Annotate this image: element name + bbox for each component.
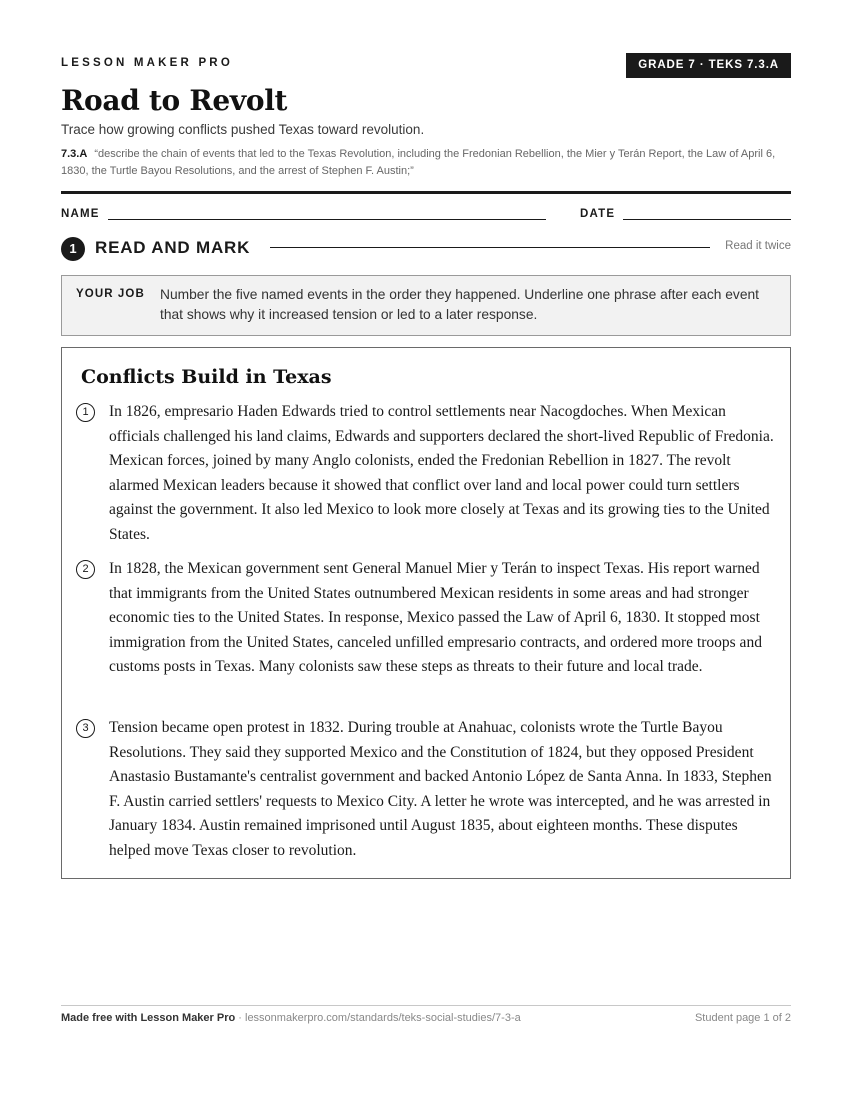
section-number-badge: 1 (61, 237, 85, 261)
worksheet-page (61, 0, 791, 1100)
date-field[interactable] (623, 219, 791, 220)
instructions-text: Number the five named events in the order they happened. Underline one phrase after each event that shows why it increased tension or led to a later response. (160, 287, 760, 322)
page-indicator: Student page 1 of 2 (694, 1012, 791, 1024)
standard-code: 7.3.A (61, 148, 88, 160)
name-field[interactable] (108, 219, 546, 220)
paragraph-number: 2 (76, 560, 95, 579)
section-divider (270, 247, 710, 248)
paragraph-text: In 1828, the Mexican government sent General Manuel Mier y Terán to inspect Texas. His report warned that immigrants from the United States outnumbered Mexican residents in some areas and had stronger economic ties to the United States. In response, Mexico passed the Law of April 6, 1830. It stopped most immigration from the United States, canceled unfilled empresario contracts, and ordered more troops and customs posts in Texas. Many colonists saw these steps as threats to their future and local trade. (109, 560, 762, 675)
instructions-label: YOUR JOB (76, 288, 145, 300)
reading-title: Conflicts Build in Texas (81, 366, 332, 388)
standard-text: “describe the chain of events that led to the Texas Revolution, including the Fredonian Rebellion, the Mier y Terán Report, the Law of April 6, 1830, the Turtle Bayou Resolutions, and the arrest of Stephen F. Austin;” (61, 148, 776, 177)
footer-url[interactable]: · lessonmakerpro.com/standards/teks-social-studies/7-3-a (235, 1012, 521, 1024)
page-title: Road to Revolt (61, 84, 288, 117)
section-note: Read it twice (725, 240, 791, 252)
footer-credit (61, 1012, 521, 1024)
standard-statement (61, 146, 791, 180)
footer-divider (61, 1005, 791, 1006)
grade-badge: GRADE 7 · TEKS 7.3.A (626, 53, 791, 78)
instructions-box (61, 275, 791, 336)
paragraph-number: 3 (76, 719, 95, 738)
date-label: DATE (580, 208, 616, 220)
section-title: READ AND MARK (95, 238, 251, 257)
paragraph-text: Tension became open protest in 1832. During trouble at Anahuac, colonists wrote the Turtle Bayou Resolutions. They said they supported Mexico and the Constitution of 1824, but they opposed President Anastasio Bustamante's centralist government and backed Antonio López de Santa Anna. In 1833, Stephen F. Austin carried settlers' requests to Mexico City. A letter he wrote was intercepted, and he was arrested in January 1834. Austin remained imprisoned until August 1835, about eighteen months. These disputes helped move Texas closer to revolution. (109, 719, 772, 859)
header-divider (61, 191, 791, 194)
paragraph-text: In 1826, empresario Haden Edwards tried to control settlements near Nacogdoches. When Mexican officials challenged his land claims, Edwards and supporters declared the short-lived Republic of Fredonia. Mexican forces, joined by many Anglo colonists, ended the Fredonian Rebellion in 1827. The revolt alarmed Mexican leaders because it showed that conflict over land and local power could turn settlers against the government. It also led Mexico to look more closely at Texas and its growing ties to the United States. (109, 403, 774, 543)
page-subtitle: Trace how growing conflicts pushed Texas toward revolution. (61, 122, 425, 137)
footer-made-with: Made free with Lesson Maker Pro (61, 1012, 236, 1024)
reading-passage (61, 347, 791, 879)
paragraph-number: 1 (76, 403, 95, 422)
name-label: NAME (61, 208, 100, 220)
brand-name: LESSON MAKER PRO (61, 57, 233, 69)
